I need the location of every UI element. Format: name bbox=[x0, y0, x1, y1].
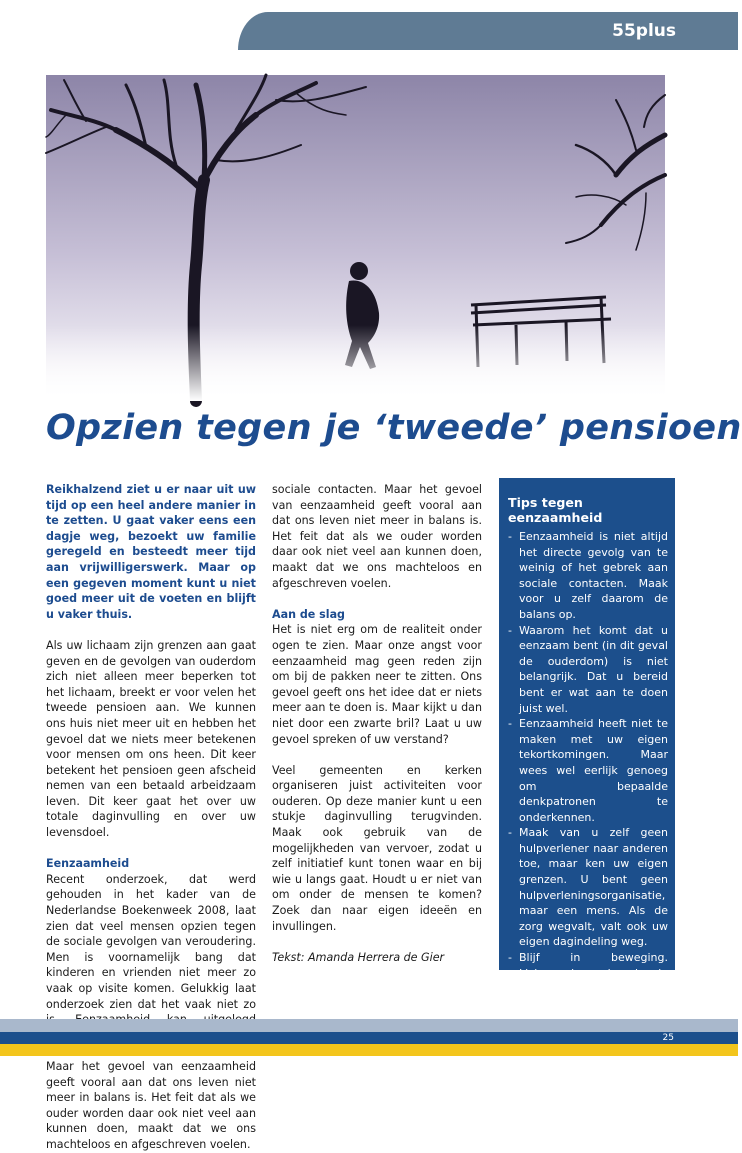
tip-item: - Eenzaamheid heeft niet te maken met uw eigen tekortkomingen. Maar wees wel eerlijk genoeg om bepaalde denkpatronen te onderkennen. bbox=[508, 716, 668, 825]
tip-item: - Eenzaamheid is niet altijd het directe gevolg van te weinig of het gebrek aan sociale contacten. Maak voor u zelf daarom de balans op. bbox=[508, 529, 668, 623]
article-column-middle bbox=[272, 482, 482, 965]
article-paragraph: Veel gemeenten en kerken organiseren juist activiteiten voor ouderen. Op deze manier kunt u een stukje daginvulling terugvinden. Maak ook gebruik van de mogelijkheden van vervoer, zodat u zelf initiatief kunt tonen waar en bij wie u langs gaat. Houdt u er niet van om onder de mensen te komen? Zoek dan naar eigen ideeën en invullingen. bbox=[272, 763, 482, 933]
section-heading-aan-de-slag: Aan de slag bbox=[272, 607, 345, 621]
article-column-left bbox=[46, 482, 256, 1151]
tips-box bbox=[499, 478, 675, 1011]
article-intro: Reikhalzend ziet u er naar uit uw tijd op een heel andere manier in te zetten. U gaat vaker eens een dagje weg, bezoekt uw familie geregeld en besteedt meer tijd aan vrijwilligerswerk. Maar op een gegeven moment kunt u niet goed meer uit de voeten en blijft u vaker thuis. bbox=[46, 483, 256, 621]
lonely-walker-illustration bbox=[46, 75, 665, 401]
article-paragraph: Het is niet erg om de realiteit onder ogen te zien. Maar onze angst voor eenzaamheid mag geen reden zijn om bij de pakken neer te zitten. Ons gevoel geeft ons het idee dat er niets meer aan te doen is. Maar kijkt u dan niet door een zwarte bril? Laat u uw gevoel spreken of uw verstand? bbox=[272, 623, 482, 746]
footer-band-light bbox=[0, 1019, 738, 1032]
article-paragraph: Als uw lichaam zijn grenzen aan gaat geven en de gevolgen van ouderdom zich niet alleen meer beperken tot het lichaam, breekt er voor velen het tweede pensioen aan. We kunnen ons huis niet meer uit en hebben het gevoel dat we niets meer betekenen voor mensen om ons heen. Dit keer betekent het pensioen geen afscheid nemen van een betaald arbeidzaam leven. Dit keer gaat het over uw totale daginvulling en over uw levensdoel. bbox=[46, 638, 256, 840]
footer-band-blue bbox=[0, 1032, 738, 1044]
tip-item: - Blijf in beweging. Lichaamsbeweging is de snelste manier om je goed te voelen. bbox=[508, 950, 668, 1012]
section-tab bbox=[238, 12, 738, 50]
tips-list bbox=[508, 529, 668, 1012]
section-heading-eenzaamheid: Eenzaamheid bbox=[46, 857, 130, 871]
article-paragraph: Recent onderzoek, dat werd gehouden in het kader van de Nederlandse Boekenweek 2008, laat zien dat veel mensen opzien tegen de sociale gevolgen van veroudering. Men is voornamelijk bang dat kinderen en vrienden niet meer zo vaak op visite komen. Gelukkig laat onderzoek zien dat het vaak niet zo Maar het gevoel van eenzaamheid geeft vooral aan dat ons leven niet meer in balans is. Het feit dat als we ouder worden daar ook niet veel aan kunnen doen, maakt dat we ons machteloos en afgeschreven voelen. bbox=[46, 872, 256, 1151]
hero-photo bbox=[46, 75, 665, 401]
page-number: 25 bbox=[662, 1033, 674, 1043]
article-title: Opzien tegen je ‘tweede’ pensioen bbox=[46, 408, 742, 448]
tip-item: - Waarom het komt dat u eenzaam bent (in dit geval de ouderdom) is niet belangrijk. Dat u bereid bent er wat aan te doen juist wel. bbox=[508, 623, 668, 717]
section-label: 55plus bbox=[612, 21, 676, 41]
article-paragraph-continued: sociale contacten. Maar het gevoel van eenzaamheid geeft vooral aan dat ons leven niet meer in balans is. Het feit dat als we ouder worden daar ook niet veel aan kunnen doen, maakt dat we ons machteloos en afgeschreven voelen. bbox=[272, 483, 482, 590]
footer-band-yellow bbox=[0, 1044, 738, 1056]
tips-title: Tips tegen eenzaamheid bbox=[508, 495, 603, 525]
tip-item: - Maak van u zelf geen hulpverlener naar anderen toe, maar ken uw eigen grenzen. U bent geen hulpverleningsorganisatie, maar een mens. Als de zorg wegvalt, valt ook uw eigen dagindeling weg. bbox=[508, 825, 668, 950]
article-byline: Tekst: Amanda Herrera de Gier bbox=[272, 950, 445, 964]
